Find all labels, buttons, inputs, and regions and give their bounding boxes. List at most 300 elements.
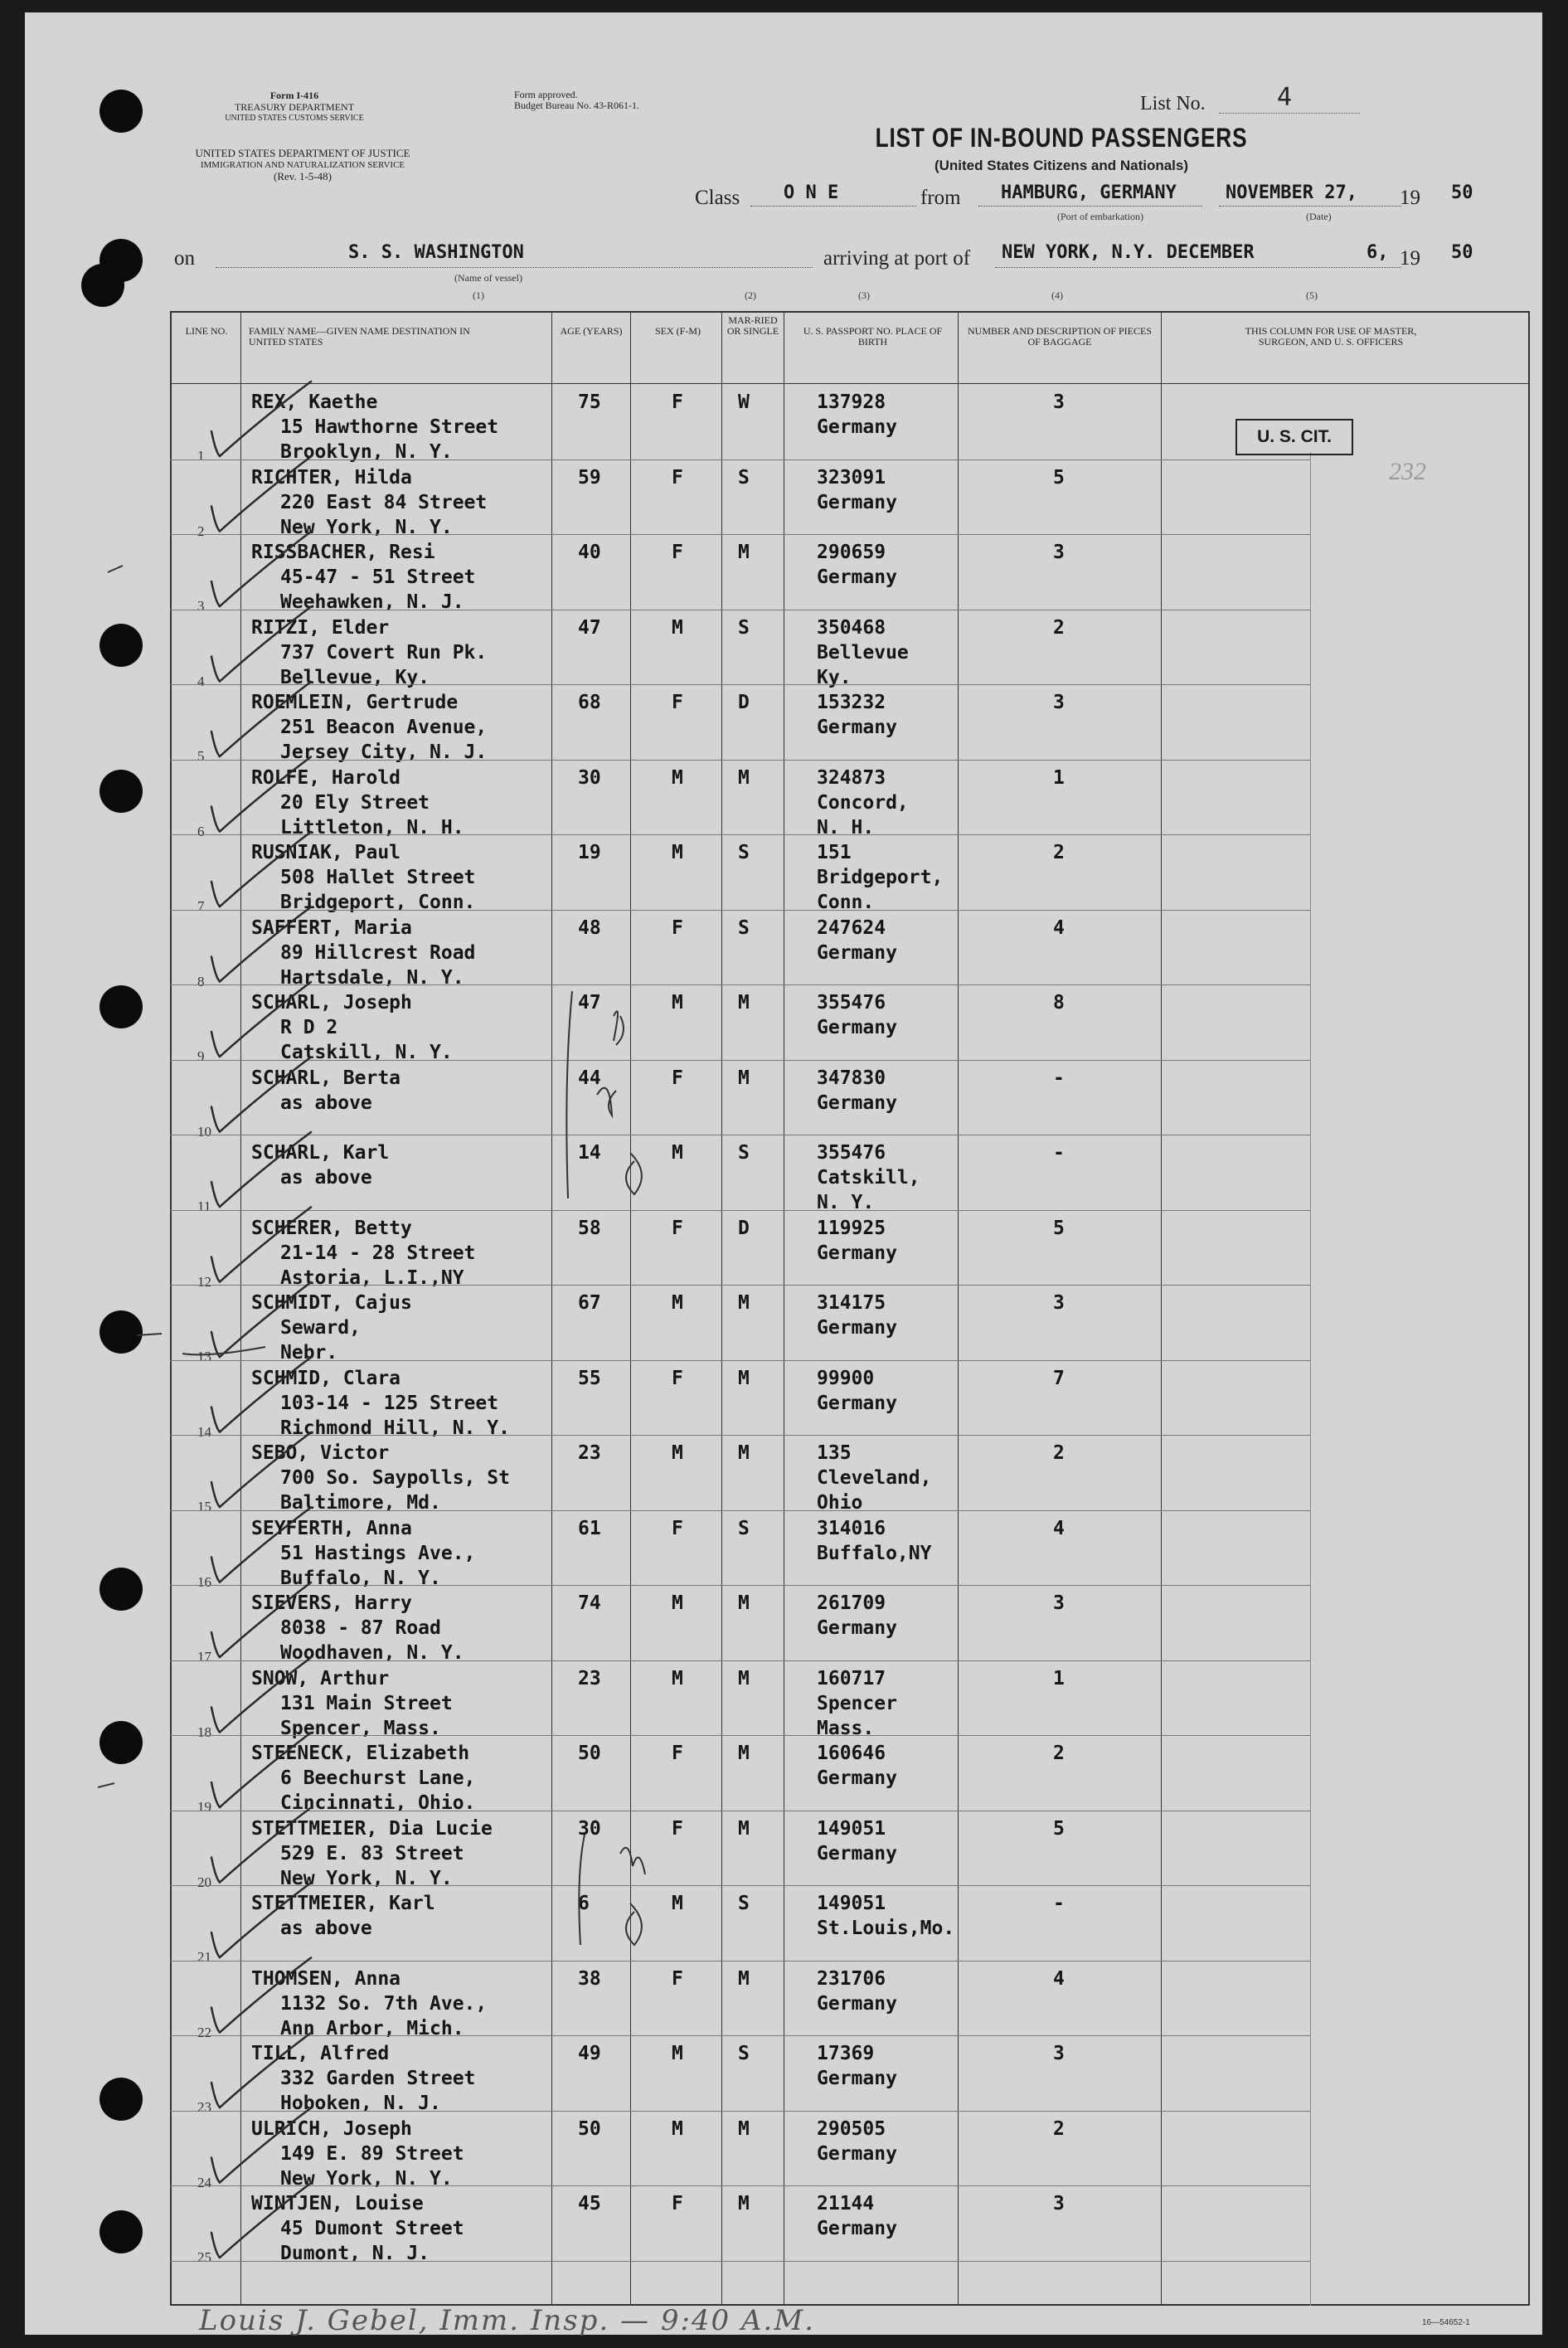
passenger-address-2: Ann Arbor, Mich. [280,2017,464,2039]
passenger-marital-status: M [738,766,750,789]
passenger-address-2: Dumont, N. J. [280,2243,430,2264]
passenger-marital-status: M [738,1817,750,1840]
passenger-address-1: 45 Dumont Street [280,2218,464,2239]
baggage-count: 2 [1053,2117,1065,2140]
place-of-birth-2: N. Y. [817,1192,875,1213]
passenger-name: SIEVERS, Harry [251,1592,412,1614]
place-of-birth-1: Germany [817,566,897,588]
passenger-name: SEYFERTH, Anna [251,1517,412,1539]
passport-number: 314016 [817,1517,886,1539]
us-citizen-stamp: U. S. CIT. [1235,419,1353,455]
on-label: on [174,247,195,270]
passenger-name: SNOW, Arthur [251,1667,390,1689]
form-footer-code: 16—54652-1 [1422,2318,1470,2327]
check-mark [211,1132,311,1207]
baggage-count: 2 [1053,1743,1065,1764]
passenger-address-1: Seward, [280,1317,361,1339]
row-line-number: 5 [197,748,205,764]
dash-mark [182,1347,265,1354]
passenger-name: SCHARL, Joseph [251,992,412,1014]
passenger-address-1: 149 E. 89 Street [280,2142,464,2165]
passport-number: 355476 [817,1142,886,1164]
passenger-name: WINTJEN, Louise [251,2193,424,2214]
row-line-number: 20 [197,1874,211,1890]
passenger-age: 75 [578,391,601,413]
passenger-age: 59 [578,466,601,489]
passenger-address-1: 51 Hastings Ave., [280,1542,476,1564]
passenger-name: SCHMID, Clara [251,1367,401,1389]
passenger-address-1: 131 Main Street [280,1692,453,1714]
passenger-address-1: 21-14 - 28 Street [280,1242,476,1264]
row-line-number: 1 [197,448,205,464]
baggage-count: - [1053,1893,1065,1914]
passenger-age: 74 [578,1592,601,1614]
row-line-number: 25 [197,2249,211,2265]
passenger-sex: M [672,1442,683,1464]
check-mark [211,982,311,1057]
passenger-sex: M [672,1142,683,1164]
revision-label: (Rev. 1-5-48) [274,170,332,182]
place-of-birth-1: Catskill, [817,1167,920,1189]
row-line-number: 19 [197,1799,211,1815]
passenger-address-1: 89 Hillcrest Road [280,941,476,964]
passenger-sex: F [672,1217,683,1239]
passenger-address-1: 700 So. Saypolls, St [280,1467,510,1489]
vessel-name: S. S. WASHINGTON [348,242,524,263]
passport-number: 261709 [817,1592,886,1614]
passenger-address-2: Jersey City, N. J. [280,741,488,763]
check-mark [211,1958,311,2033]
place-of-birth-1: Germany [817,491,897,513]
row-line-number: 7 [197,898,205,914]
handwritten-mark [626,1903,642,1945]
passenger-sex: F [672,1517,683,1539]
passport-number: 290505 [817,2117,886,2140]
baggage-count: 7 [1053,1367,1065,1389]
date-embarkation: NOVEMBER 27, [1226,182,1357,203]
list-no-value: 4 [1277,83,1293,112]
passenger-address-1: 220 East 84 Street [280,491,488,513]
place-of-birth-2: Mass. [817,1717,875,1739]
vessel-caption: (Name of vessel) [454,272,522,284]
baggage-count: 3 [1053,2043,1065,2064]
place-of-birth-1: Buffalo,NY [817,1542,932,1564]
passenger-address-2: Woodhaven, N. Y. [280,1642,464,1664]
passenger-sex: M [672,1592,683,1614]
passport-number: 17369 [817,2043,875,2064]
passport-number: 247624 [817,916,886,939]
dash-mark [98,1783,114,1787]
passport-number: 160717 [817,1667,886,1689]
passenger-sex: F [672,2193,683,2214]
passenger-age: 47 [578,992,601,1014]
passport-number: 153232 [817,692,886,713]
row-line-number: 10 [197,1123,211,1140]
col-head-passport: U. S. PASSPORT NO. PLACE OF BIRTH [803,325,943,348]
dash-mark [137,1334,162,1335]
passport-number: 151 [817,842,852,863]
passenger-sex: F [672,692,683,713]
passenger-sex: M [672,2117,683,2140]
baggage-count: 1 [1053,1667,1065,1689]
passenger-marital-status: S [738,466,750,489]
baggage-count: 5 [1053,466,1065,489]
handwritten-mark [620,1848,645,1874]
passenger-address-1: 508 Hallet Street [280,867,476,888]
check-mark [211,382,311,456]
check-mark [211,1508,311,1582]
passenger-sex: F [672,1067,683,1089]
passenger-marital-status: M [738,1967,750,1990]
row-line-number: 8 [197,973,205,989]
passenger-age: 50 [578,2117,601,2140]
passenger-address-1: 332 Garden Street [280,2068,476,2089]
passport-number: 323091 [817,466,886,489]
inspector-signature: Louis J. Gebel, Imm. Insp. — 9:40 A.M. [199,2304,815,2337]
passenger-address-2: Littleton, N. H. [280,816,464,839]
passenger-address-1: 8038 - 87 Road [280,1617,441,1639]
arrival-day: 6, [1367,242,1389,263]
passenger-marital-status: D [738,1217,750,1239]
passenger-age: 68 [578,692,601,713]
passenger-name: ROLFE, Harold [251,766,401,789]
passport-number: 137928 [817,391,886,413]
place-of-birth-1: Germany [817,1392,897,1414]
col-num-3: (3) [858,289,870,301]
bracket-mark [566,991,572,1198]
passenger-marital-status: S [738,1517,750,1539]
row-line-number: 13 [197,1349,211,1364]
passenger-address-2: Spencer, Mass. [280,1717,441,1739]
passenger-name: THOMSEN, Anna [251,1967,401,1990]
passenger-address-1: 251 Beacon Avenue, [280,717,488,738]
class-value: O N E [784,182,839,203]
check-mark [211,1282,311,1357]
col-head-officers: THIS COLUMN FOR USE OF MASTER, SURGEON, AND U. S. OFFICERS [1245,325,1417,348]
row-line-number: 14 [197,1423,211,1440]
passenger-marital-status: S [738,1142,750,1164]
check-mark [211,682,311,756]
passenger-age: 58 [578,1217,601,1239]
stamp-number: 232 [1389,458,1426,485]
passenger-marital-status: D [738,692,750,713]
row-line-number: 2 [197,523,205,539]
place-of-birth-1: Germany [817,2142,897,2165]
passenger-sex: M [672,992,683,1014]
passenger-address-2: New York, N. Y. [280,2167,453,2190]
passenger-address-2: Bridgeport, Conn. [280,892,476,913]
passenger-marital-status: S [738,616,750,639]
passenger-name: SCHERER, Betty [251,1217,412,1239]
row-line-number: 9 [197,1048,205,1064]
baggage-count: 8 [1053,992,1065,1014]
passenger-name: STEENECK, Elizabeth [251,1743,470,1764]
passenger-address-1: 45-47 - 51 Street [280,566,476,588]
place-of-birth-2: Ky. [817,666,852,688]
place-of-birth-1: Bellevue [817,641,909,664]
check-mark [211,1358,311,1432]
passenger-address-1: 6 Beechurst Lane, [280,1767,476,1789]
page-subtitle: (United States Citizens and Nationals) [934,158,1189,173]
passenger-name: STETTMEIER, Dia Lucie [251,1817,493,1840]
row-line-number: 11 [197,1198,211,1214]
check-mark [211,2183,311,2258]
passenger-age: 50 [578,1743,601,1764]
passenger-age: 6 [578,1893,590,1914]
passenger-sex: F [672,466,683,489]
passenger-address-1: as above [280,1091,372,1114]
passenger-name: SCHMIDT, Cajus [251,1292,412,1314]
passenger-marital-status: M [738,2117,750,2140]
passenger-age: 44 [578,1067,601,1089]
check-mark [211,532,311,606]
budget-bureau: Budget Bureau No. 43-R061-1. [514,100,639,111]
baggage-count: 4 [1053,1967,1065,1990]
passport-number: 231706 [817,1967,886,1990]
passenger-sex: M [672,1292,683,1314]
list-no-label: List No. [1140,93,1206,114]
passenger-sex: F [672,1967,683,1990]
baggage-count: - [1053,1142,1065,1164]
passenger-age: 55 [578,1367,601,1389]
passport-number: 347830 [817,1067,886,1089]
passenger-age: 23 [578,1667,601,1689]
check-mark [211,2108,311,2183]
passenger-age: 67 [578,1292,601,1314]
passenger-sex: M [672,2043,683,2064]
passenger-age: 14 [578,1142,601,1164]
passport-number: 149051 [817,1817,886,1840]
passport-number: 99900 [817,1367,875,1389]
passenger-name: SEBO, Victor [251,1442,390,1464]
check-mark [211,757,311,832]
year-prefix-2: 19 [1400,247,1420,270]
baggage-count: 1 [1053,766,1065,789]
row-line-number: 12 [197,1273,211,1290]
page-title: LIST OF IN-BOUND PASSENGERS [875,123,1248,153]
class-label: Class [695,187,740,209]
passenger-address-1: 737 Covert Run Pk. [280,641,488,664]
passenger-address-1: 20 Ely Street [280,791,430,814]
passenger-name: RICHTER, Hilda [251,466,412,489]
form-number: Form I-416 [269,90,319,101]
place-of-birth-1: Germany [817,1017,897,1038]
passenger-age: 40 [578,542,601,563]
passenger-address-2: Brooklyn, N. Y. [280,441,453,463]
passenger-age: 48 [578,916,601,939]
bracket-mark [579,1835,585,1945]
passenger-sex: F [672,1817,683,1840]
passenger-age: 38 [578,1967,601,1990]
passenger-name: SCHARL, Karl [251,1142,390,1164]
passenger-marital-status: M [738,992,750,1014]
baggage-count: 5 [1053,1217,1065,1239]
vessel-col-num: (1) [473,289,484,301]
check-mark [211,907,311,982]
passport-number: 21144 [817,2193,875,2214]
place-of-birth-1: Bridgeport, [817,867,944,888]
check-mark [211,1582,311,1657]
baggage-count: 3 [1053,692,1065,713]
passenger-marital-status: M [738,1592,750,1614]
passenger-sex: M [672,766,683,789]
baggage-count: 4 [1053,916,1065,939]
row-line-number: 3 [197,598,205,614]
passenger-sex: F [672,1743,683,1764]
passenger-name: SAFFERT, Maria [251,916,412,939]
col-head-line: LINE NO. [185,325,228,337]
passenger-address-1: R D 2 [280,1017,338,1038]
place-of-birth-1: Germany [817,1767,897,1789]
place-of-birth-1: Germany [817,1317,897,1339]
baggage-count: 3 [1053,542,1065,563]
port-caption: (Port of embarkation) [1057,211,1143,222]
passenger-address-2: Cincinnati, Ohio. [280,1792,476,1814]
passport-number: 119925 [817,1217,886,1239]
passport-number: 324873 [817,766,886,789]
passenger-marital-status: M [738,542,750,563]
passenger-marital-status: M [738,1067,750,1089]
dept-label: UNITED STATES DEPARTMENT OF JUSTICE [195,147,410,159]
col-head-married: MAR-RIED OR SINGLE [726,314,779,337]
col-head-sex: SEX (F-M) [654,325,701,337]
place-of-birth-2: N. H. [817,816,875,839]
passenger-marital-status: S [738,2043,750,2064]
place-of-birth-2: Conn. [817,892,875,913]
passenger-age: 30 [578,1817,601,1840]
place-of-birth-1: Germany [817,1992,897,2015]
passenger-age: 49 [578,2043,601,2064]
row-line-number: 22 [197,2024,211,2040]
passenger-sex: F [672,1367,683,1389]
baggage-count: 3 [1053,1292,1065,1314]
passenger-name: REX, Kaethe [251,391,378,413]
passenger-address-2: New York, N. Y. [280,1867,453,1889]
passenger-sex: M [672,616,683,639]
baggage-count: 3 [1053,1592,1065,1614]
baggage-count: 3 [1053,391,1065,413]
row-line-number: 17 [197,1649,211,1665]
passenger-address-2: Weehawken, N. J. [280,591,464,613]
place-of-birth-1: Germany [817,717,897,738]
place-of-birth-1: Germany [817,1242,897,1264]
place-of-birth-1: Germany [817,416,897,438]
check-mark [211,1432,311,1507]
passenger-age: 47 [578,616,601,639]
row-line-number: 21 [197,1949,211,1965]
passenger-sex: F [672,916,683,939]
passenger-sex: M [672,1893,683,1914]
passport-number: 314175 [817,1292,886,1314]
passenger-address-2: Baltimore, Md. [280,1492,441,1514]
treasury-label: TREASURY DEPARTMENT [234,101,355,113]
passenger-age: 61 [578,1517,601,1539]
date-caption: (Date) [1306,211,1332,222]
row-line-number: 24 [197,2174,211,2190]
passenger-name: ULRICH, Joseph [251,2117,412,2140]
place-of-birth-1: Germany [817,1842,897,1864]
passenger-marital-status: M [738,1442,750,1464]
port-embarkation: HAMBURG, GERMANY [1001,182,1177,203]
passenger-marital-status: M [738,1667,750,1689]
passenger-address-2: Hartsdale, N. Y. [280,966,464,989]
row-line-number: 18 [197,1723,211,1740]
passenger-address-2: Richmond Hill, N. Y. [280,1417,510,1439]
place-of-birth-1: Germany [817,1617,897,1639]
check-mark [211,2033,311,2107]
passenger-address-1: 529 E. 83 Street [280,1842,464,1864]
ins-label: IMMIGRATION AND NATURALIZATION SERVICE [200,160,405,170]
check-mark [211,1883,311,1957]
passenger-sex: F [672,391,683,413]
col-head-name: FAMILY NAME—GIVEN NAME DESTINATION IN UNITED STATES [249,325,470,348]
passenger-address-1: as above [280,1167,372,1189]
handwritten-mark [597,1088,616,1116]
col-num-5: (5) [1306,289,1318,301]
customs-label: UNITED STATES CUSTOMS SERVICE [225,114,364,123]
passenger-sex: M [672,1667,683,1689]
check-mark [211,457,311,532]
passenger-marital-status: M [738,1367,750,1389]
check-mark [211,1658,311,1733]
passenger-address-1: 103-14 - 125 Street [280,1392,499,1414]
passport-number: 149051 [817,1893,886,1914]
passenger-marital-status: W [738,391,750,413]
passenger-address-2: Hoboken, N. J. [280,2093,441,2114]
passenger-age: 45 [578,2193,601,2214]
row-line-number: 6 [197,823,205,839]
check-mark [211,1808,311,1883]
dash-mark [108,566,123,572]
place-of-birth-1: Germany [817,2218,897,2239]
passport-number: 160646 [817,1743,886,1764]
baggage-count: 4 [1053,1517,1065,1539]
baggage-count: 5 [1053,1817,1065,1840]
check-mark [211,832,311,907]
passenger-address-1: 15 Hawthorne Street [280,416,499,438]
col-num-4: (4) [1051,289,1063,301]
passport-number: 290659 [817,542,886,563]
passport-number: 135 [817,1442,852,1464]
passenger-marital-status: S [738,842,750,863]
place-of-birth-1: Germany [817,941,897,964]
passenger-address-2: Buffalo, N. Y. [280,1567,441,1589]
passenger-address-2: New York, N. Y. [280,516,453,538]
passenger-name: STETTMEIER, Karl [251,1893,435,1914]
passenger-name: RITZI, Elder [251,616,390,639]
place-of-birth-1: Concord, [817,791,909,814]
passenger-marital-status: M [738,1292,750,1314]
row-line-number: 16 [197,1573,211,1590]
passenger-name: ROEMLEIN, Gertrude [251,692,459,713]
baggage-count: 3 [1053,2193,1065,2214]
row-line-number: 4 [197,673,205,689]
passenger-name: SCHARL, Berta [251,1067,401,1089]
passenger-name: RISSBACHER, Resi [251,542,435,563]
passport-number: 350468 [817,616,886,639]
passenger-address-2: Catskill, N. Y. [280,1042,453,1063]
check-mark [211,1208,311,1282]
form-approved: Form approved. [514,89,578,100]
arrival-port-date: NEW YORK, N.Y. DECEMBER [1002,242,1255,263]
arriving-label: arriving at port of [823,247,971,270]
passenger-address-1: 1132 So. 7th Ave., [280,1992,488,2015]
passenger-age: 19 [578,842,601,863]
check-mark [211,1733,311,1807]
baggage-count: 2 [1053,1442,1065,1464]
handwritten-mark [626,1153,642,1194]
passenger-marital-status: M [738,2193,750,2214]
